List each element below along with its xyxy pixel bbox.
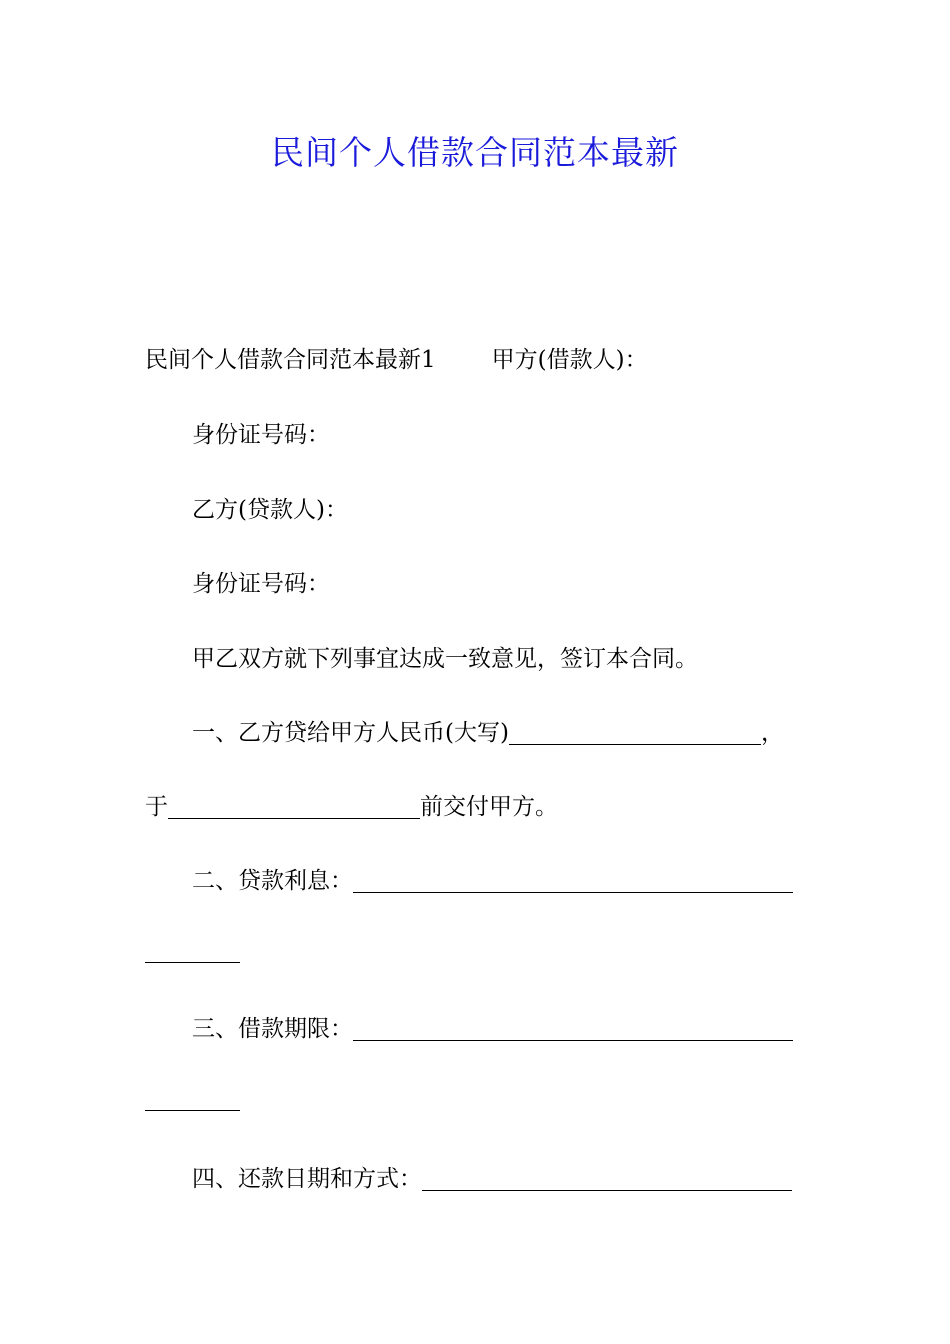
party-a-label: 甲方(借款人)： [491,347,648,373]
party-b-label: 乙方(贷款人)： [192,497,348,523]
clause-4-label: 四、还款日期和方式： [192,1166,422,1192]
clause-3-label: 三、借款期限： [192,1016,353,1042]
interest-blank[interactable] [353,870,793,893]
repayment-blank[interactable] [422,1168,792,1191]
clause-3-continuation [145,1088,240,1114]
delivery-date-blank[interactable] [168,796,420,819]
loan-term-blank-continued[interactable] [145,1088,240,1111]
agreement-text: 甲乙双方就下列事宜达成一致意见，签订本合同。 [192,646,698,672]
clause-2-line [192,866,793,896]
clause-2-continuation [145,940,240,966]
amount-blank[interactable] [509,722,761,745]
contract-heading-line [145,345,648,375]
clause-1-line [192,718,784,748]
loan-term-blank[interactable] [353,1018,793,1041]
clause-1-prefix: 于 [145,794,168,820]
clause-1-suffix: 前交付甲方。 [420,794,558,820]
clause-1-text: 一、乙方贷给甲方人民币(大写) [192,720,509,746]
party-a-id-line [192,420,330,450]
party-b-id-label: 身份证号码： [192,571,330,597]
document-title: 民间个人借款合同范本最新 [271,133,679,172]
party-b-line [192,495,348,525]
interest-blank-continued[interactable] [145,940,240,963]
party-a-id-label: 身份证号码： [192,422,330,448]
party-b-id-line [192,569,330,599]
clause-4-line [192,1164,792,1194]
clause-1-continuation [145,792,558,822]
clause-2-label: 二、贷款利息： [192,868,353,894]
agreement-statement [192,644,698,674]
clause-1-comma: ， [760,720,784,746]
contract-subtitle: 民间个人借款合同范本最新1 [145,347,436,373]
clause-3-line [192,1014,793,1044]
